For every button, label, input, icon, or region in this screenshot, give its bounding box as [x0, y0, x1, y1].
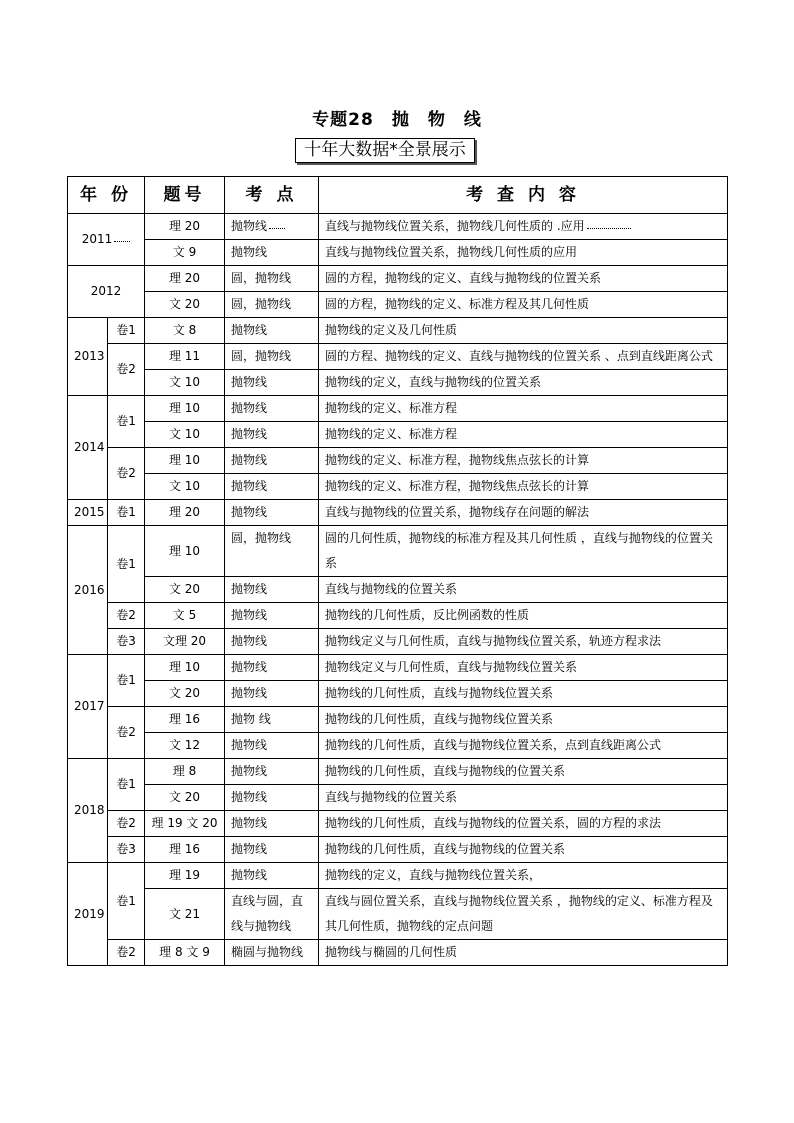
question-cell: 文 20 [145, 292, 225, 318]
volume-cell: 卷2 [108, 707, 145, 759]
content-cell: 圆的方程，抛物线的定义、直线与抛物线的位置关系 [319, 266, 728, 292]
point-cell: 抛物线 [225, 603, 319, 629]
table-row [68, 733, 728, 759]
content-cell: 抛物线的几何性质，直线与抛物线的位置关系 [319, 837, 728, 863]
table-row [68, 940, 728, 966]
table-header-row [68, 177, 728, 214]
content-cell: 直线与抛物线的位置关系 [319, 577, 728, 603]
year-cell: 2013 [68, 318, 108, 396]
table-row [68, 474, 728, 500]
content-cell: 抛物线的几何性质，直线与抛物线的位置关系，圆的方程的求法 [319, 811, 728, 837]
content-cell: 抛物线的定义、标准方程，抛物线焦点弦长的计算 [319, 474, 728, 500]
section-subtitle: 十年大数据*全景展示 [295, 138, 475, 163]
question-cell: 文 21 [145, 889, 225, 940]
table-row [68, 629, 728, 655]
volume-cell: 卷2 [108, 448, 145, 500]
volume-cell: 卷2 [108, 940, 145, 966]
content-cell: 直线与抛物线位置关系，抛物线几何性质的应用 [319, 240, 728, 266]
content-cell: 抛物线与椭圆的几何性质 [319, 940, 728, 966]
content-cell: 抛物线定义与几何性质，直线与抛物线位置关系，轨迹方程求法 [319, 629, 728, 655]
year-cell: 2016 [68, 526, 108, 655]
content-cell: 抛物线的几何性质，直线与抛物线位置关系，点到直线距离公式 [319, 733, 728, 759]
table-row [68, 655, 728, 681]
table-row [68, 344, 728, 370]
content-cell: 抛物线的定义，直线与抛物线的位置关系 [319, 370, 728, 396]
content-cell: 抛物线的几何性质，反比例函数的性质 [319, 603, 728, 629]
volume-cell: 卷2 [108, 344, 145, 396]
table-row [68, 292, 728, 318]
table-row [68, 370, 728, 396]
volume-cell: 卷2 [108, 603, 145, 629]
content-cell: 抛物线的几何性质，直线与抛物线位置关系 [319, 707, 728, 733]
point-cell: 圆，抛物线 [225, 292, 319, 318]
point-cell: 抛物线 [225, 785, 319, 811]
point-cell: 抛物线 [225, 733, 319, 759]
question-cell: 理 19 [145, 863, 225, 889]
question-cell: 文 12 [145, 733, 225, 759]
point-cell: 抛物线 [225, 577, 319, 603]
point-cell: 抛物线 [225, 448, 319, 474]
point-cell: 抛物线 [225, 240, 319, 266]
question-cell: 理 10 [145, 655, 225, 681]
table-row [68, 500, 728, 526]
table-row [68, 214, 728, 240]
table-row [68, 837, 728, 863]
question-cell: 文 20 [145, 785, 225, 811]
point-cell: 抛物线 [225, 655, 319, 681]
exam-table [67, 176, 728, 966]
content-cell: 抛物线的定义、标准方程，抛物线焦点弦长的计算 [319, 448, 728, 474]
question-cell: 理 10 [145, 448, 225, 474]
table-row [68, 707, 728, 733]
question-cell: 文 10 [145, 474, 225, 500]
point-cell: 抛物线 [225, 681, 319, 707]
year-cell: 2019 [68, 863, 108, 966]
table-row [68, 526, 728, 577]
table-row [68, 759, 728, 785]
table-row [68, 681, 728, 707]
content-cell: 抛物线的几何性质，直线与抛物线的位置关系 [319, 759, 728, 785]
table-row [68, 396, 728, 422]
volume-cell: 卷1 [108, 759, 145, 811]
table-row [68, 577, 728, 603]
page-title: 专题28 抛 物 线 [312, 110, 482, 130]
header-year: 年 份 [68, 177, 145, 214]
content-cell: 直线与抛物线的位置关系 [319, 785, 728, 811]
table-row [68, 448, 728, 474]
table-row [68, 318, 728, 344]
content-cell: 直线与抛物线位置关系，抛物线几何性质的 .应用 [319, 214, 728, 240]
volume-cell: 卷2 [108, 811, 145, 837]
volume-cell: 卷3 [108, 837, 145, 863]
point-cell: 抛物线 [225, 811, 319, 837]
volume-cell: 卷1 [108, 526, 145, 603]
question-cell: 理 8 文 9 [145, 940, 225, 966]
question-cell: 理 10 [145, 526, 225, 577]
question-cell: 文 10 [145, 370, 225, 396]
volume-cell: 卷3 [108, 629, 145, 655]
point-cell: 圆，抛物线 [225, 344, 319, 370]
header-content: 考 查 内 容 [319, 177, 728, 214]
table-row [68, 811, 728, 837]
point-cell: 抛物 线 [225, 707, 319, 733]
content-cell: 直线与圆位置关系，直线与抛物线位置关系 ，抛物线的定义、标准方程及其几何性质，抛物线的定点问题 [319, 889, 728, 940]
year-cell: 2011 [68, 214, 145, 266]
point-cell: 抛物线 [225, 370, 319, 396]
question-cell: 理 16 [145, 837, 225, 863]
question-cell: 理 19 文 20 [145, 811, 225, 837]
year-cell: 2014 [68, 396, 108, 500]
point-cell: 椭圆与抛物线 [225, 940, 319, 966]
table-row [68, 863, 728, 889]
year-cell: 2017 [68, 655, 108, 759]
question-cell: 理 16 [145, 707, 225, 733]
content-cell: 圆的方程、抛物线的定义、直线与抛物线的位置关系 、点到直线距离公式 [319, 344, 728, 370]
content-cell: 圆的方程，抛物线的定义、标准方程及其几何性质 [319, 292, 728, 318]
content-cell: 抛物线的定义，直线与抛物线位置关系， [319, 863, 728, 889]
table-row [68, 422, 728, 448]
question-cell: 文 9 [145, 240, 225, 266]
content-cell: 抛物线的定义及几何性质 [319, 318, 728, 344]
table-row [68, 889, 728, 940]
point-cell: 抛物线 [225, 863, 319, 889]
point-cell: 抛物线 [225, 318, 319, 344]
question-cell: 文 5 [145, 603, 225, 629]
point-cell: 抛物线 [225, 759, 319, 785]
point-cell: 抛物线 [225, 422, 319, 448]
point-cell: 抛物线 [225, 214, 319, 240]
content-cell: 抛物线的定义、标准方程 [319, 396, 728, 422]
question-cell: 理 8 [145, 759, 225, 785]
question-cell: 理 20 [145, 266, 225, 292]
header-question: 题号 [145, 177, 225, 214]
question-cell: 文 8 [145, 318, 225, 344]
volume-cell: 卷1 [108, 318, 145, 344]
point-cell: 圆，抛物线 [225, 526, 319, 577]
question-cell: 理 11 [145, 344, 225, 370]
question-cell: 理 10 [145, 396, 225, 422]
year-cell: 2015 [68, 500, 108, 526]
volume-cell: 卷1 [108, 396, 145, 448]
point-cell: 直线与圆，直线与抛物线 [225, 889, 319, 940]
table-row [68, 266, 728, 292]
point-cell: 抛物线 [225, 837, 319, 863]
year-cell: 2018 [68, 759, 108, 863]
table-row [68, 785, 728, 811]
point-cell: 抛物线 [225, 629, 319, 655]
question-cell: 理 20 [145, 500, 225, 526]
volume-cell: 卷1 [108, 863, 145, 940]
content-cell: 圆的几何性质，抛物线的标准方程及其几何性质 ，直线与抛物线的位置关系 [319, 526, 728, 577]
point-cell: 抛物线 [225, 500, 319, 526]
question-cell: 文理 20 [145, 629, 225, 655]
year-cell: 2012 [68, 266, 145, 318]
content-cell: 抛物线的几何性质，直线与抛物线位置关系 [319, 681, 728, 707]
question-cell: 文 20 [145, 577, 225, 603]
question-cell: 理 20 [145, 214, 225, 240]
content-cell: 直线与抛物线的位置关系，抛物线存在问题的解法 [319, 500, 728, 526]
question-cell: 文 10 [145, 422, 225, 448]
point-cell: 抛物线 [225, 396, 319, 422]
table-row [68, 603, 728, 629]
content-cell: 抛物线的定义、标准方程 [319, 422, 728, 448]
point-cell: 抛物线 [225, 474, 319, 500]
content-cell: 抛物线定义与几何性质，直线与抛物线位置关系 [319, 655, 728, 681]
point-cell: 圆，抛物线 [225, 266, 319, 292]
volume-cell: 卷1 [108, 655, 145, 707]
header-point: 考 点 [225, 177, 319, 214]
question-cell: 文 20 [145, 681, 225, 707]
volume-cell: 卷1 [108, 500, 145, 526]
table-row [68, 240, 728, 266]
